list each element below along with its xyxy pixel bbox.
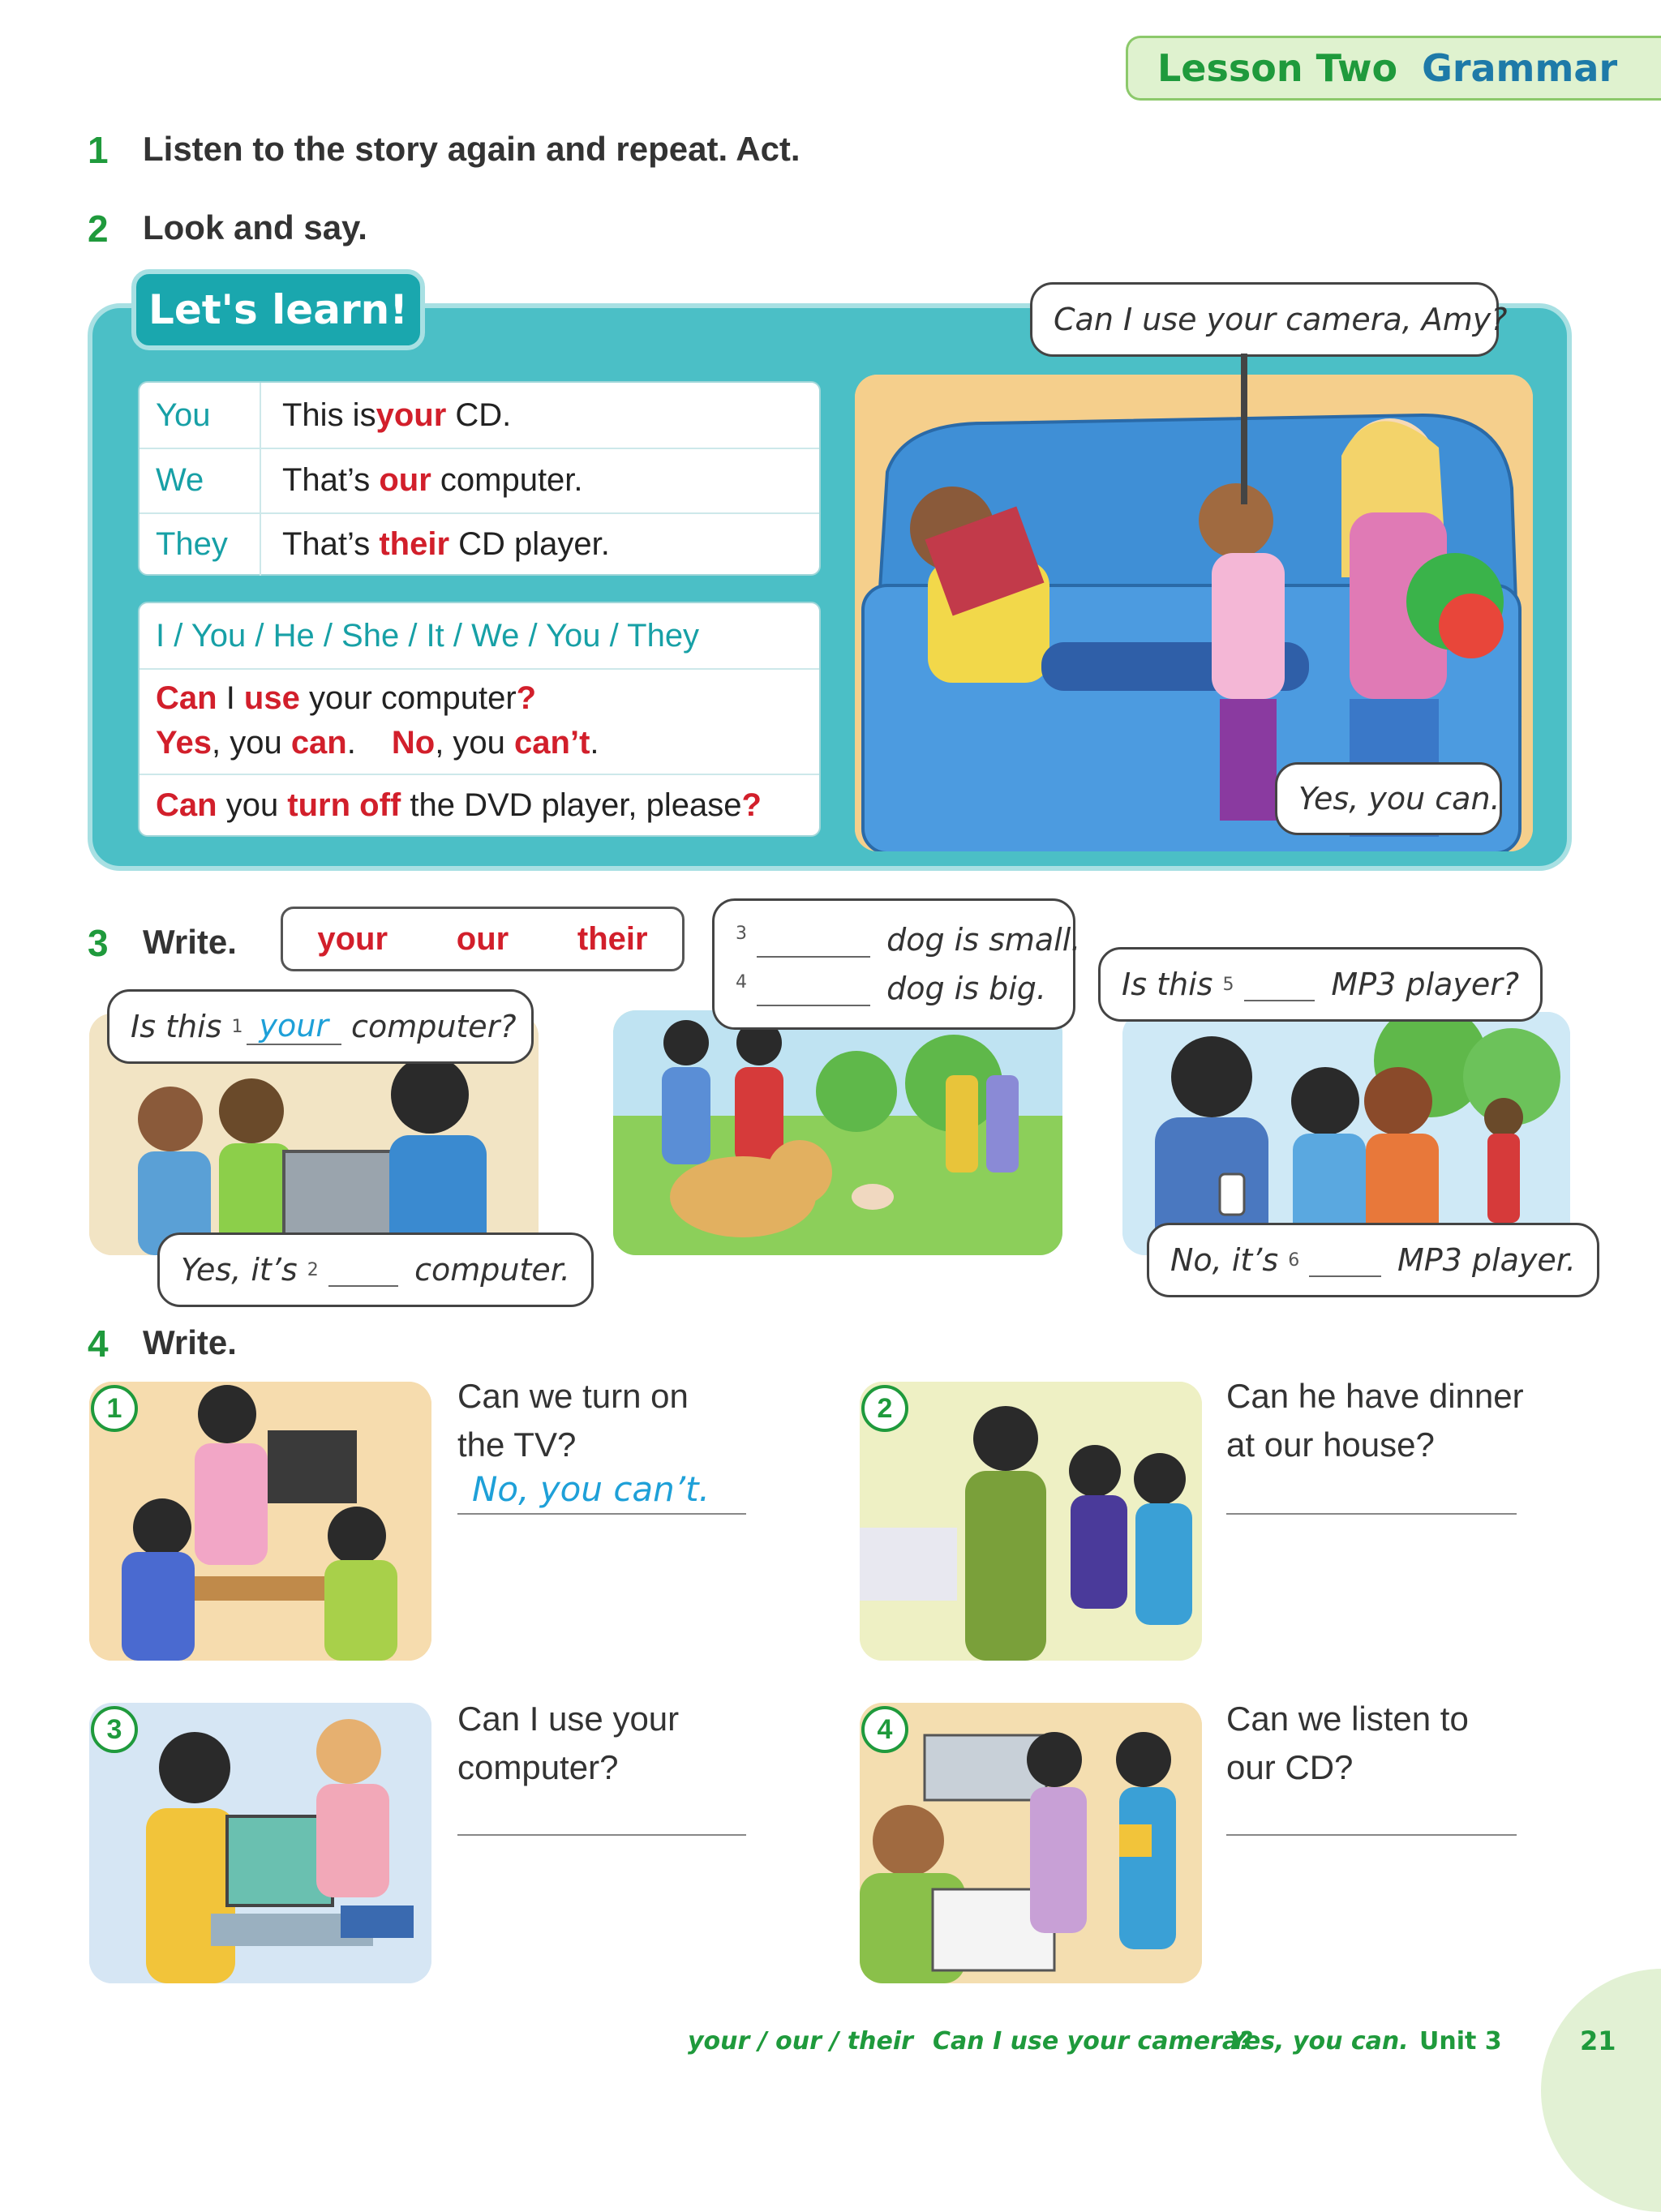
blank-3[interactable] [757, 924, 870, 958]
can-question-2: Can you turn off the DVD player, please ? [156, 787, 762, 823]
exercise-1-number: 1 [88, 129, 109, 171]
possessive-table [138, 381, 821, 576]
item-3-question: Can I use your computer? [457, 1700, 680, 1786]
word-your: your [317, 920, 388, 957]
table-row [139, 448, 819, 514]
item-4-answer-line[interactable] [1226, 1790, 1517, 1836]
dinner-scene-drawing [860, 1382, 1202, 1661]
item-1-illustration [89, 1382, 431, 1661]
exercise-3-number: 3 [88, 922, 109, 964]
footer-grammar-2: Can I use your camera? [933, 2027, 1253, 2056]
dog-scene-drawing [613, 1010, 1062, 1255]
item-2-illustration [860, 1382, 1202, 1661]
can-answers: Yes, you can. No, you can’t. [156, 725, 599, 761]
item-2-answer-line[interactable] [1226, 1469, 1517, 1515]
pronoun-cell: We [156, 461, 204, 498]
exercise-2-instruction: Look and say. [143, 208, 367, 246]
bubble-5: Is this 5 MP3 player? [1098, 947, 1543, 1022]
mp3-scene-illustration [1122, 1012, 1570, 1255]
item-3-answer-line[interactable] [457, 1790, 746, 1836]
blank-5[interactable] [1244, 967, 1315, 1001]
item-4-question: Can we listen to our CD? [1226, 1700, 1469, 1786]
page-corner [1541, 1969, 1661, 2212]
sentence-cell: This is your CD. [260, 383, 511, 448]
computer-use-scene-drawing [89, 1703, 431, 1983]
item-1-answer-line[interactable] [457, 1469, 746, 1515]
exercise-4-instruction: Write. [143, 1323, 237, 1361]
bubble-1: Is this 1 your computer? [107, 989, 534, 1064]
word-their: their [577, 920, 648, 957]
item-1-number: 1 [91, 1385, 138, 1432]
lets-learn-tag: Let's learn! [131, 269, 425, 350]
item-3-number: 3 [91, 1706, 138, 1753]
speech-bubble-camera-question: Can I use your camera, Amy? [1030, 282, 1499, 357]
footer-unit: Unit 3 [1419, 2027, 1502, 2056]
can-grammar-table [138, 602, 821, 837]
footer-grammar-1: your / our / their [688, 2027, 913, 2056]
word-box [281, 907, 685, 971]
exercise-2-number: 2 [88, 208, 109, 250]
item-3-illustration [89, 1703, 431, 1983]
tv-scene-drawing [89, 1382, 431, 1661]
exercise-3-instruction: Write. [143, 923, 237, 961]
blank-6[interactable] [1309, 1243, 1381, 1277]
can-question-1: Can I use your computer? [156, 680, 537, 716]
blank-4[interactable] [757, 972, 870, 1006]
speech-bubble-yes-answer: Yes, you can. [1275, 762, 1502, 835]
dog-scene-illustration [613, 1010, 1062, 1255]
bubble-1-answer: your [247, 1008, 341, 1045]
pronoun-list: I / You / He / She / It / We / You / They [156, 617, 700, 654]
cd-scene-drawing [860, 1703, 1202, 1983]
word-our: our [456, 920, 509, 957]
exercise-1-instruction: Listen to the story again and repeat. Act. [143, 130, 800, 168]
item-2-number: 2 [861, 1385, 908, 1432]
table-row [139, 512, 819, 576]
pronoun-cell: They [156, 525, 228, 562]
bubble-3-4 [712, 898, 1081, 1030]
bubble-pointer [1241, 354, 1247, 504]
item-1-answer: No, you can’t. [472, 1469, 710, 1509]
section-label: Grammar [1422, 46, 1618, 90]
pronoun-list-row [139, 603, 819, 670]
blank-2[interactable] [328, 1253, 398, 1287]
bubble-2: Yes, it’s 2 computer. [157, 1232, 594, 1307]
bubble-6: No, it’s 6 MP3 player. [1147, 1223, 1599, 1297]
table-row [139, 383, 819, 449]
item-4-illustration [860, 1703, 1202, 1983]
footer-grammar-3: Yes, you can. [1230, 2027, 1409, 2056]
bubble-4-line: $^4$ dog is big. [736, 971, 1046, 1006]
pronoun-cell: You [156, 397, 211, 433]
can-question-row [139, 668, 819, 775]
exercise-4-number: 4 [88, 1322, 109, 1365]
lesson-header-tab [1126, 36, 1661, 101]
item-4-number: 4 [861, 1706, 908, 1753]
lesson-label: Lesson Two [1157, 46, 1398, 90]
sentence-cell: That’s their CD player. [260, 512, 610, 576]
bubble-3-line: $^3$ dog is small. [736, 922, 1081, 958]
mp3-scene-drawing [1122, 1012, 1570, 1255]
page-number: 21 [1580, 2026, 1616, 2056]
item-2-question: Can he have dinner at our house? [1226, 1377, 1524, 1464]
sentence-cell: That’s our computer. [260, 448, 583, 512]
item-1-question: Can we turn on the TV? [457, 1377, 689, 1464]
